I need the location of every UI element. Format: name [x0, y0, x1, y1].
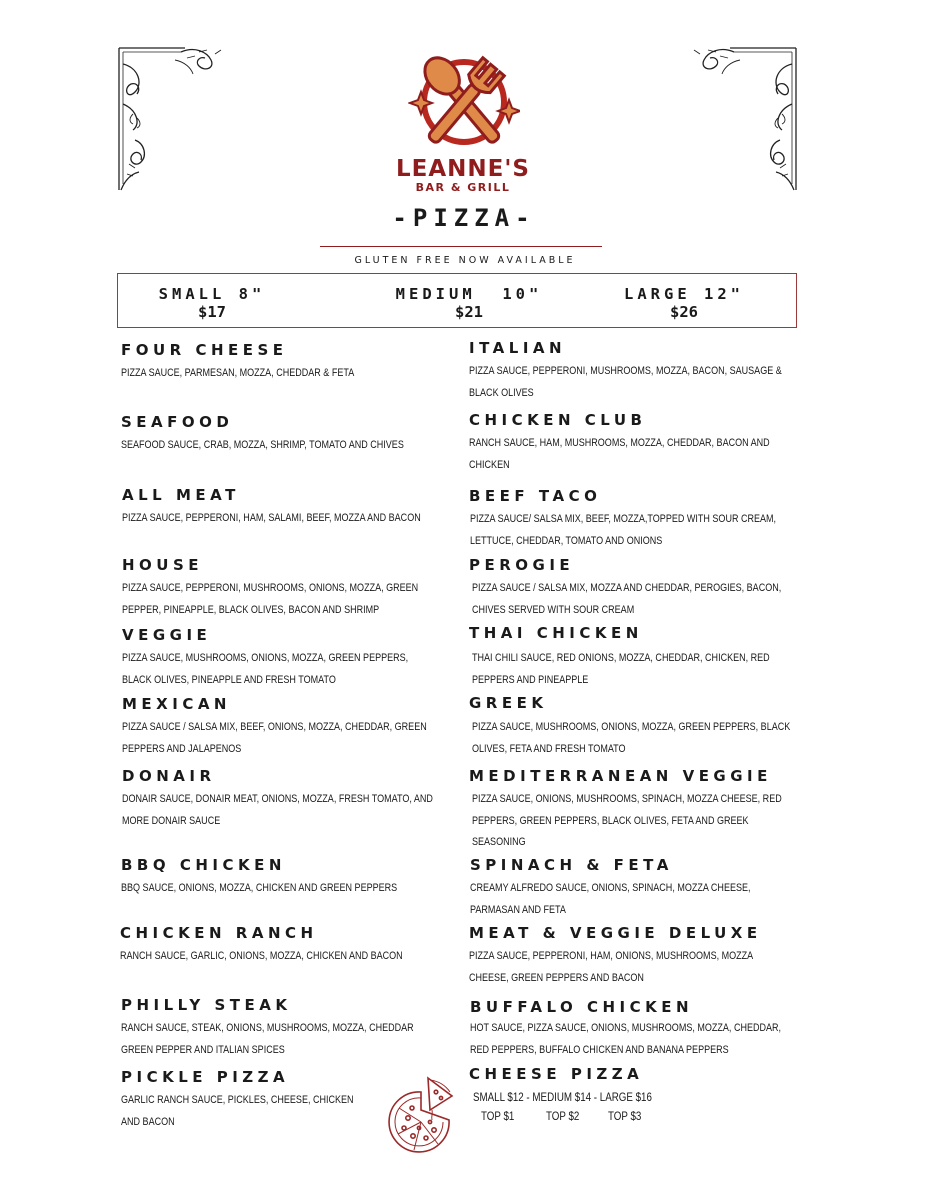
item-desc-philly-steak: RANCH SAUCE, STEAK, ONIONS, MUSHROOMS, MOZZA, CHEDDAR GREEN PEPPER AND ITALIAN SPICES — [121, 1022, 414, 1056]
cheese-topping-large: TOP $3 — [608, 1111, 642, 1123]
gluten-free-note: GLUTEN FREE NOW AVAILABLE — [354, 255, 576, 266]
item-desc-mediterranean-veggie: PIZZA SAUCE, ONIONS, MUSHROOMS, SPINACH, MOZZA CHEESE, RED PEPPERS, GREEN PEPPERS, BLACK OLIVES, FETA AND GREEK SEASONING — [472, 793, 782, 848]
item-desc-four-cheese: PIZZA SAUCE, PARMESAN, MOZZA, CHEDDAR & FETA — [121, 367, 355, 379]
item-desc-beef-taco: PIZZA SAUCE/ SALSA MIX, BEEF, MOZZA,TOPPED WITH SOUR CREAM, LETTUCE, CHEDDAR, TOMATO AND ONIONS — [470, 513, 777, 547]
item-name-greek: GREEK — [469, 694, 548, 712]
logo-icon — [408, 52, 520, 160]
item-desc-seafood: SEAFOOD SAUCE, CRAB, MOZZA, SHRIMP, TOMATO AND CHIVES — [121, 439, 404, 451]
brand-tagline: BAR & GRILL — [415, 181, 511, 194]
item-name-philly-steak: PHILLY STEAK — [121, 996, 292, 1014]
item-name-donair: DONAIR — [122, 767, 216, 785]
item-name-beef-taco: BEEF TACO — [469, 487, 602, 505]
size-label: LARGE 12" — [624, 285, 744, 303]
item-desc-thai-chicken: THAI CHILI SAUCE, RED ONIONS, MOZZA, CHEDDAR, CHICKEN, RED PEPPERS AND PINEAPPLE — [472, 652, 770, 686]
item-desc-italian: PIZZA SAUCE, PEPPERONI, MUSHROOMS, MOZZA, BACON, SAUSAGE & BLACK OLIVES — [469, 365, 782, 399]
item-desc-chicken-club: RANCH SAUCE, HAM, MUSHROOMS, MOZZA, CHEDDAR, BACON AND CHICKEN — [469, 437, 770, 471]
item-name-veggie: VEGGIE — [122, 626, 212, 644]
cheese-pizza-prices: SMALL $12 - MEDIUM $14 - LARGE $16 — [473, 1092, 652, 1104]
item-name-cheese-pizza: CHEESE PIZZA — [469, 1065, 644, 1083]
item-name-pickle-pizza: PICKLE PIZZA — [121, 1068, 290, 1086]
item-name-spinach-feta: SPINACH & FETA — [470, 856, 673, 874]
item-name-house: HOUSE — [122, 556, 204, 574]
item-desc-donair: DONAIR SAUCE, DONAIR MEAT, ONIONS, MOZZA, FRESH TOMATO, AND MORE DONAIR SAUCE — [122, 793, 433, 827]
item-name-chicken-ranch: CHICKEN RANCH — [120, 924, 318, 942]
item-desc-perogie: PIZZA SAUCE / SALSA MIX, MOZZA AND CHEDDAR, PEROGIES, BACON, CHIVES SERVED WITH SOUR CREAM — [472, 582, 782, 616]
item-desc-chicken-ranch: RANCH SAUCE, GARLIC, ONIONS, MOZZA, CHICKEN AND BACON — [120, 950, 403, 962]
item-desc-spinach-feta: CREAMY ALFREDO SAUCE, ONIONS, SPINACH, MOZZA CHEESE, PARMASAN AND FETA — [470, 882, 751, 916]
size-label: MEDIUM 10" — [395, 285, 543, 303]
item-name-perogie: PEROGIE — [469, 556, 575, 574]
item-desc-mexican: PIZZA SAUCE / SALSA MIX, BEEF, ONIONS, MOZZA, CHEDDAR, GREEN PEPPERS AND JALAPENOS — [122, 721, 427, 755]
size-large — [594, 285, 774, 321]
item-name-meat-veggie-deluxe: MEAT & VEGGIE DELUXE — [469, 924, 762, 942]
item-desc-all-meat: PIZZA SAUCE, PEPPERONI, HAM, SALAMI, BEEF, MOZZA AND BACON — [122, 512, 421, 524]
ornament-top-left — [115, 44, 225, 192]
item-name-all-meat: ALL MEAT — [122, 486, 240, 504]
item-desc-meat-veggie-deluxe: PIZZA SAUCE, PEPPERONI, HAM, ONIONS, MUSHROOMS, MOZZA CHEESE, GREEN PEPPERS AND BACON — [469, 950, 753, 984]
item-desc-house: PIZZA SAUCE, PEPPERONI, MUSHROOMS, ONIONS, MOZZA, GREEN PEPPER, PINEAPPLE, BLACK OLIVES, BACON AND SHRIMP — [122, 582, 419, 616]
brand-name: LEANNE'S — [396, 156, 530, 182]
pizza-icon — [386, 1076, 456, 1168]
item-desc-pickle-pizza: GARLIC RANCH SAUCE, PICKLES, CHEESE, CHICKEN AND BACON — [121, 1094, 354, 1128]
item-desc-greek: PIZZA SAUCE, MUSHROOMS, ONIONS, MOZZA, GREEN PEPPERS, BLACK OLIVES, FETA AND FRESH TOMATO — [472, 721, 791, 755]
item-name-bbq-chicken: BBQ CHICKEN — [121, 856, 286, 874]
item-name-buffalo-chicken: BUFFALO CHICKEN — [470, 998, 694, 1016]
cheese-topping-small: TOP $1 — [481, 1111, 515, 1123]
item-name-four-cheese: FOUR CHEESE — [121, 341, 288, 359]
size-small — [122, 285, 302, 321]
cheese-topping-medium: TOP $2 — [546, 1111, 580, 1123]
item-name-seafood: SEAFOOD — [121, 413, 234, 431]
size-price: $17 — [198, 303, 226, 321]
item-desc-veggie: PIZZA SAUCE, MUSHROOMS, ONIONS, MOZZA, GREEN PEPPERS, BLACK OLIVES, PINEAPPLE AND FRESH TOMATO — [122, 652, 409, 686]
size-price: $21 — [455, 303, 483, 321]
item-desc-bbq-chicken: BBQ SAUCE, ONIONS, MOZZA, CHICKEN AND GREEN PEPPERS — [121, 882, 398, 894]
item-name-mediterranean-veggie: MEDITERRANEAN VEGGIE — [469, 767, 772, 785]
page-title: -PIZZA- — [392, 204, 536, 232]
item-name-thai-chicken: THAI CHICKEN — [469, 624, 643, 642]
size-medium — [374, 285, 564, 321]
size-price: $26 — [670, 303, 698, 321]
item-name-mexican: MEXICAN — [122, 695, 231, 713]
ornament-top-right — [690, 44, 800, 192]
item-name-italian: ITALIAN — [469, 339, 567, 357]
item-name-chicken-club: CHICKEN CLUB — [469, 411, 647, 429]
title-divider — [320, 246, 602, 247]
item-desc-buffalo-chicken: HOT SAUCE, PIZZA SAUCE, ONIONS, MUSHROOMS, MOZZA, CHEDDAR, RED PEPPERS, BUFFALO CHICKEN AND BANANA PEPPERS — [470, 1022, 782, 1056]
size-label: SMALL 8" — [158, 285, 266, 303]
